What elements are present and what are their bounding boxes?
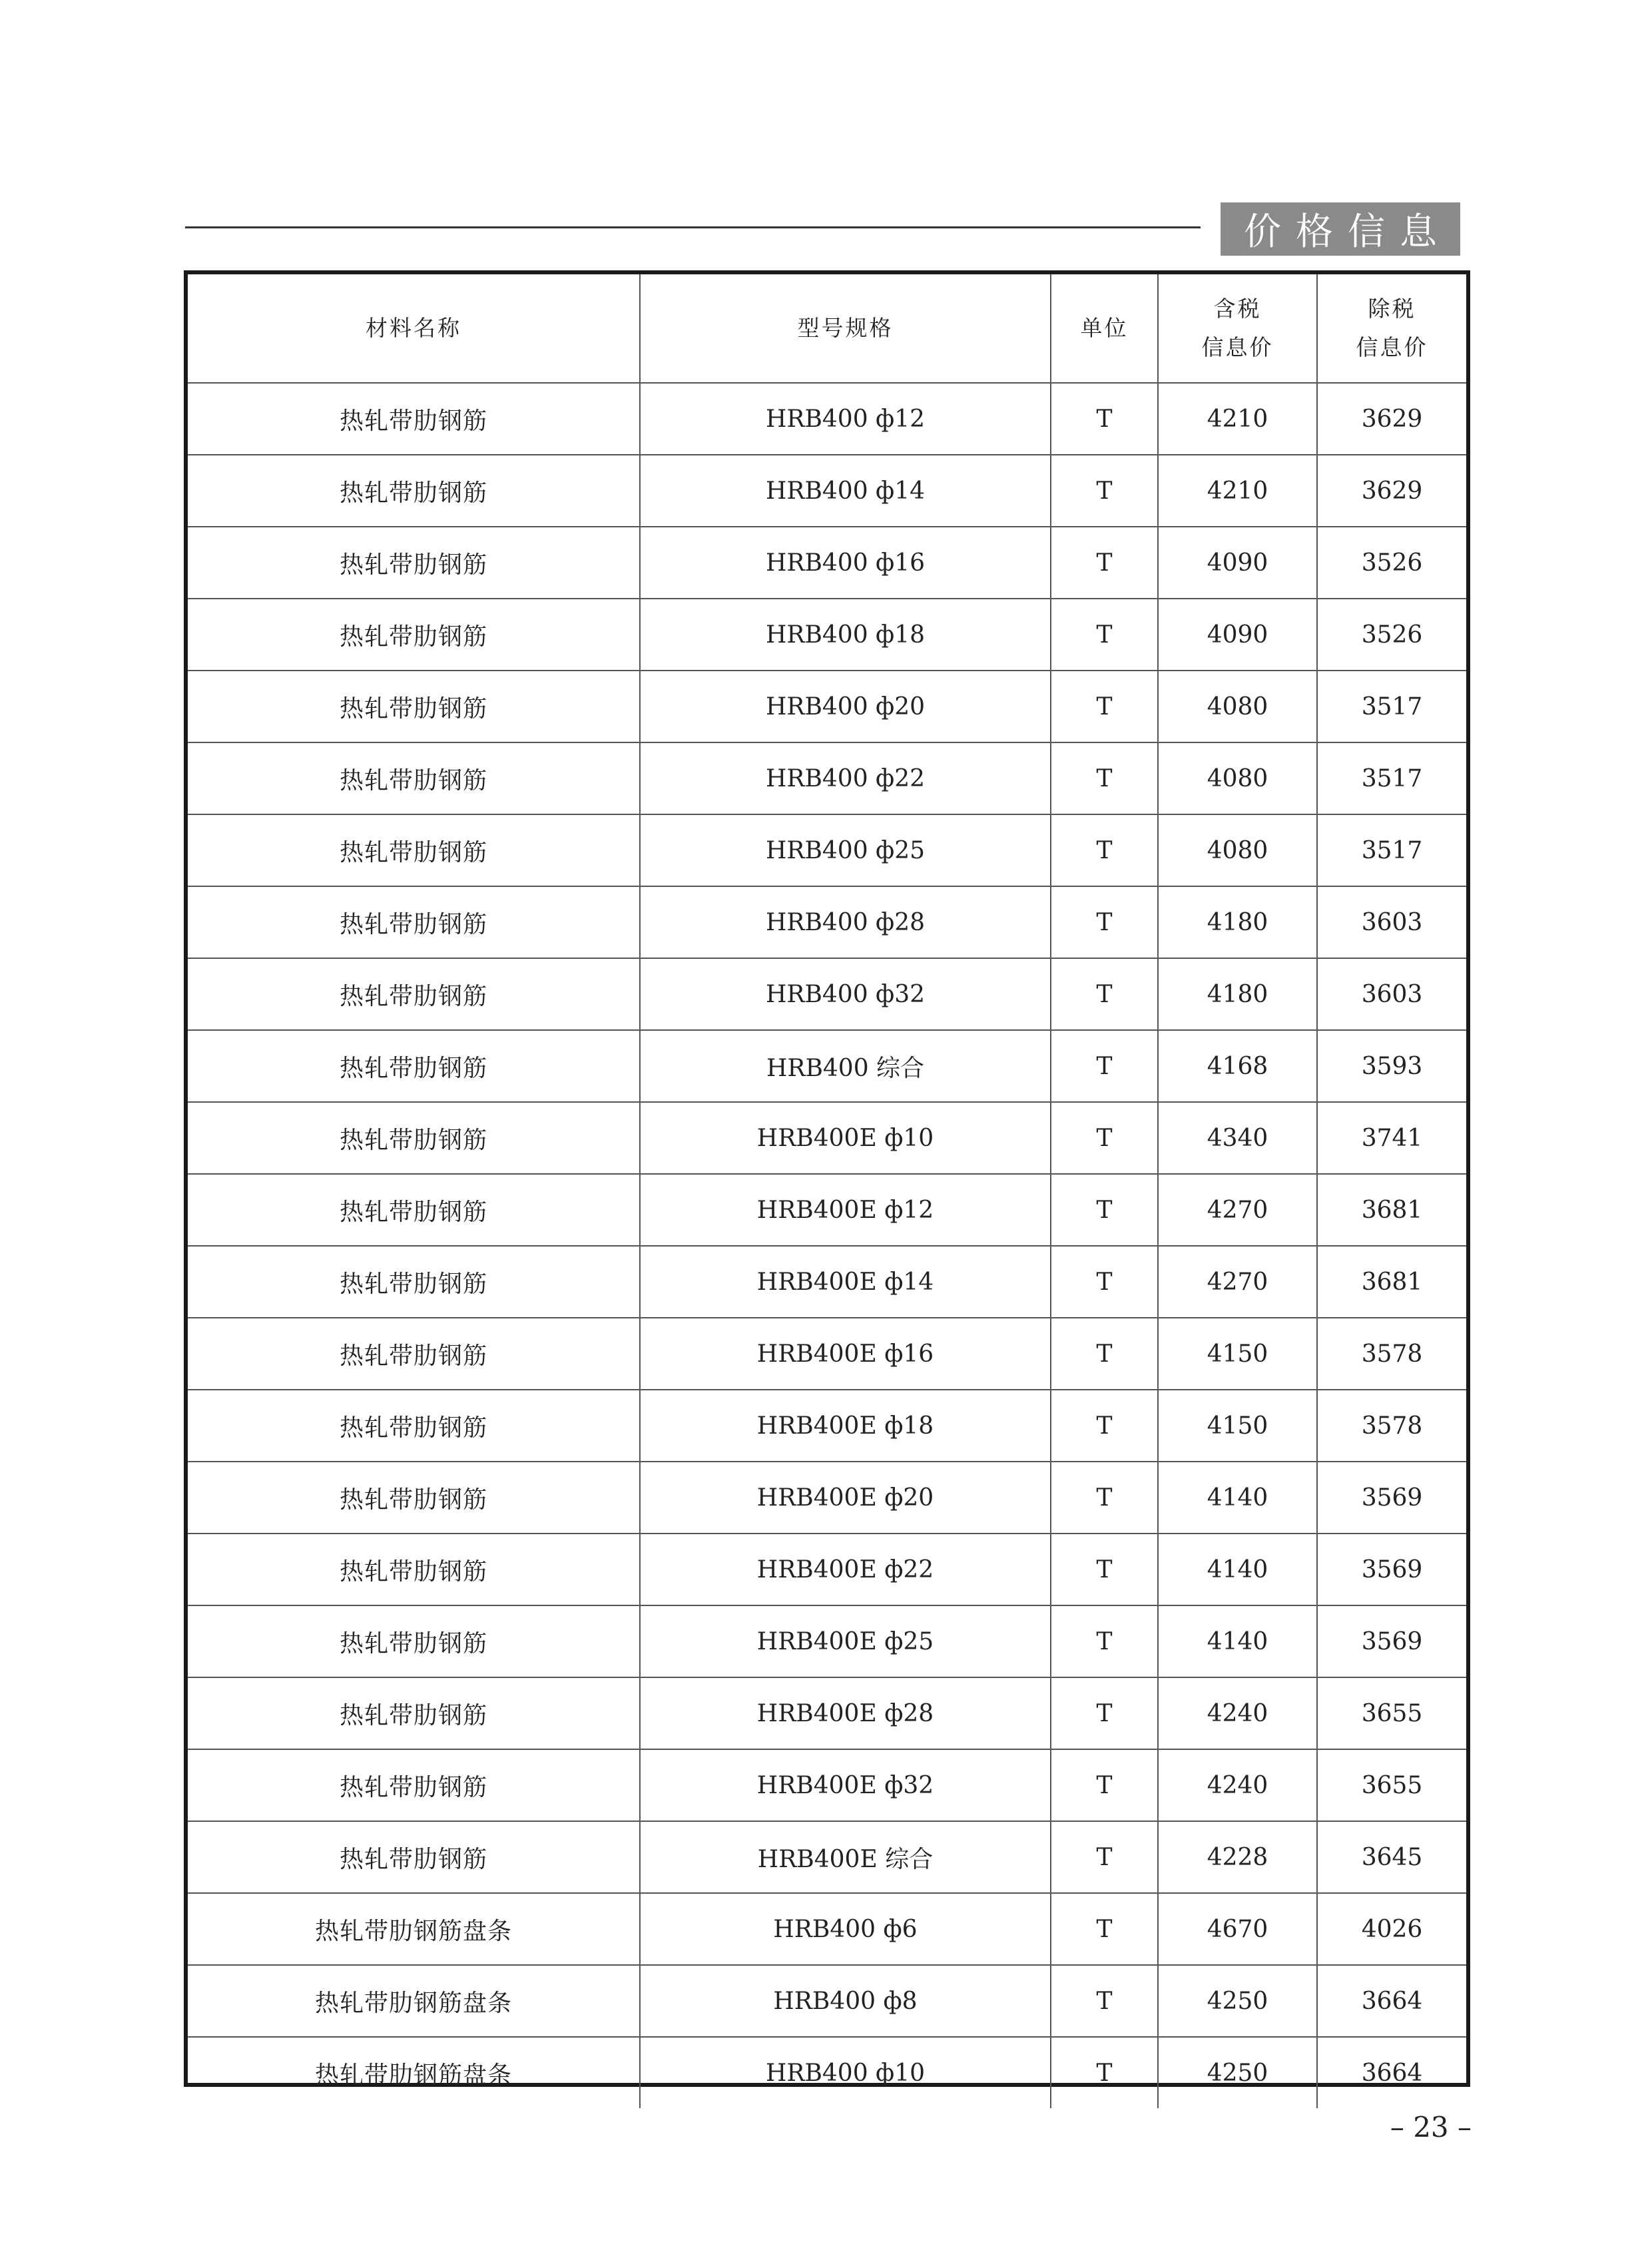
table-row [188, 1677, 1466, 1749]
cell-unit: T [1051, 383, 1158, 455]
cell-price-tax: 4180 [1158, 958, 1317, 1030]
col-header-name: 材料名称 [188, 274, 640, 383]
table-row [188, 1246, 1466, 1318]
section-title-badge: 价格信息 [1221, 202, 1460, 256]
table-row [188, 1893, 1466, 1965]
table-row [188, 1965, 1466, 2037]
cell-material-name: 热轧带肋钢筋 [188, 1821, 640, 1893]
cell-spec: HRB400 ф20 [640, 671, 1051, 742]
cell-unit: T [1051, 1605, 1158, 1677]
cell-price-notax: 3517 [1317, 671, 1466, 742]
cell-spec: HRB400E 综合 [640, 1821, 1051, 1893]
cell-unit: T [1051, 1821, 1158, 1893]
cell-spec: HRB400E ф10 [640, 1102, 1051, 1174]
cell-price-notax: 3526 [1317, 599, 1466, 671]
col-header-price-tax-line2: 信息价 [1201, 334, 1274, 360]
cell-material-name: 热轧带肋钢筋 [188, 1030, 640, 1102]
cell-unit: T [1051, 1749, 1158, 1821]
cell-price-notax: 3569 [1317, 1462, 1466, 1534]
table-row [188, 958, 1466, 1030]
cell-price-notax: 3569 [1317, 1534, 1466, 1605]
cell-material-name: 热轧带肋钢筋 [188, 527, 640, 599]
cell-price-tax: 4080 [1158, 814, 1317, 886]
cell-spec: HRB400E ф14 [640, 1246, 1051, 1318]
cell-material-name: 热轧带肋钢筋 [188, 599, 640, 671]
cell-unit: T [1051, 1534, 1158, 1605]
cell-spec: HRB400 综合 [640, 1030, 1051, 1102]
price-table [188, 274, 1466, 2108]
cell-unit: T [1051, 814, 1158, 886]
cell-material-name: 热轧带肋钢筋 [188, 1534, 640, 1605]
table-header-row [188, 274, 1466, 383]
table-row [188, 2037, 1466, 2108]
cell-price-tax: 4180 [1158, 886, 1317, 958]
cell-unit: T [1051, 1030, 1158, 1102]
table-row [188, 1534, 1466, 1605]
cell-price-tax: 4240 [1158, 1677, 1317, 1749]
cell-spec: HRB400 ф16 [640, 527, 1051, 599]
cell-price-tax: 4228 [1158, 1821, 1317, 1893]
cell-spec: HRB400 ф32 [640, 958, 1051, 1030]
cell-price-notax: 3603 [1317, 886, 1466, 958]
cell-spec: HRB400 ф25 [640, 814, 1051, 886]
cell-price-tax: 4210 [1158, 383, 1317, 455]
cell-price-tax: 4140 [1158, 1462, 1317, 1534]
cell-spec: HRB400E ф25 [640, 1605, 1051, 1677]
cell-price-tax: 4270 [1158, 1174, 1317, 1246]
cell-price-notax: 3526 [1317, 527, 1466, 599]
cell-spec: HRB400E ф18 [640, 1390, 1051, 1462]
cell-material-name: 热轧带肋钢筋 [188, 1102, 640, 1174]
cell-spec: HRB400 ф8 [640, 1965, 1051, 2037]
cell-material-name: 热轧带肋钢筋 [188, 383, 640, 455]
cell-price-notax: 3664 [1317, 2037, 1466, 2108]
cell-unit: T [1051, 742, 1158, 814]
cell-unit: T [1051, 1102, 1158, 1174]
cell-unit: T [1051, 1246, 1158, 1318]
cell-price-tax: 4150 [1158, 1318, 1317, 1390]
cell-price-notax: 3655 [1317, 1749, 1466, 1821]
table-row [188, 1605, 1466, 1677]
table-row [188, 1030, 1466, 1102]
cell-spec: HRB400 ф12 [640, 383, 1051, 455]
cell-unit: T [1051, 1174, 1158, 1246]
cell-price-notax: 3517 [1317, 814, 1466, 886]
col-header-price-tax [1158, 274, 1317, 383]
cell-material-name: 热轧带肋钢筋 [188, 742, 640, 814]
cell-price-tax: 4080 [1158, 671, 1317, 742]
cell-spec: HRB400 ф18 [640, 599, 1051, 671]
cell-price-tax: 4080 [1158, 742, 1317, 814]
cell-unit: T [1051, 1893, 1158, 1965]
table-row [188, 455, 1466, 527]
cell-material-name: 热轧带肋钢筋 [188, 1318, 640, 1390]
cell-price-notax: 3681 [1317, 1246, 1466, 1318]
cell-material-name: 热轧带肋钢筋盘条 [188, 2037, 640, 2108]
cell-price-tax: 4270 [1158, 1246, 1317, 1318]
cell-price-tax: 4250 [1158, 2037, 1317, 2108]
cell-price-tax: 4210 [1158, 455, 1317, 527]
cell-spec: HRB400E ф28 [640, 1677, 1051, 1749]
table-row [188, 1318, 1466, 1390]
cell-price-tax: 4670 [1158, 1893, 1317, 1965]
cell-unit: T [1051, 1462, 1158, 1534]
cell-material-name: 热轧带肋钢筋 [188, 1462, 640, 1534]
cell-price-tax: 4150 [1158, 1390, 1317, 1462]
cell-material-name: 热轧带肋钢筋 [188, 1677, 640, 1749]
table-row [188, 742, 1466, 814]
cell-material-name: 热轧带肋钢筋 [188, 1390, 640, 1462]
cell-price-notax: 4026 [1317, 1893, 1466, 1965]
cell-material-name: 热轧带肋钢筋 [188, 814, 640, 886]
table-body [188, 383, 1466, 2108]
table-row [188, 599, 1466, 671]
cell-material-name: 热轧带肋钢筋盘条 [188, 1893, 640, 1965]
cell-price-notax: 3578 [1317, 1318, 1466, 1390]
cell-material-name: 热轧带肋钢筋 [188, 1749, 640, 1821]
cell-price-tax: 4090 [1158, 527, 1317, 599]
cell-price-tax: 4140 [1158, 1534, 1317, 1605]
table-row [188, 1174, 1466, 1246]
cell-price-notax: 3681 [1317, 1174, 1466, 1246]
cell-price-tax: 4250 [1158, 1965, 1317, 2037]
cell-price-notax: 3629 [1317, 383, 1466, 455]
cell-price-tax: 4140 [1158, 1605, 1317, 1677]
cell-spec: HRB400 ф10 [640, 2037, 1051, 2108]
cell-price-notax: 3517 [1317, 742, 1466, 814]
cell-unit: T [1051, 1965, 1158, 2037]
col-header-price-notax-line2: 信息价 [1356, 334, 1428, 360]
cell-unit: T [1051, 886, 1158, 958]
cell-price-tax: 4340 [1158, 1102, 1317, 1174]
table-row [188, 1102, 1466, 1174]
col-header-price-notax-line1: 除税 [1368, 296, 1416, 322]
cell-spec: HRB400E ф32 [640, 1749, 1051, 1821]
cell-price-tax: 4240 [1158, 1749, 1317, 1821]
cell-spec: HRB400 ф6 [640, 1893, 1051, 1965]
cell-material-name: 热轧带肋钢筋 [188, 886, 640, 958]
table-row [188, 527, 1466, 599]
cell-unit: T [1051, 2037, 1158, 2108]
cell-unit: T [1051, 599, 1158, 671]
cell-unit: T [1051, 455, 1158, 527]
col-header-price-tax-line1: 含税 [1213, 296, 1262, 322]
cell-spec: HRB400 ф14 [640, 455, 1051, 527]
cell-spec: HRB400E ф20 [640, 1462, 1051, 1534]
cell-unit: T [1051, 1677, 1158, 1749]
cell-material-name: 热轧带肋钢筋 [188, 958, 640, 1030]
cell-price-notax: 3741 [1317, 1102, 1466, 1174]
cell-price-notax: 3645 [1317, 1821, 1466, 1893]
cell-price-notax: 3655 [1317, 1677, 1466, 1749]
cell-price-notax: 3593 [1317, 1030, 1466, 1102]
cell-spec: HRB400 ф28 [640, 886, 1051, 958]
cell-price-tax: 4168 [1158, 1030, 1317, 1102]
cell-material-name: 热轧带肋钢筋 [188, 1246, 640, 1318]
col-header-unit: 单位 [1051, 274, 1158, 383]
col-header-price-notax [1317, 274, 1466, 383]
cell-spec: HRB400 ф22 [640, 742, 1051, 814]
table-row [188, 1749, 1466, 1821]
cell-price-notax: 3603 [1317, 958, 1466, 1030]
cell-price-notax: 3569 [1317, 1605, 1466, 1677]
header-rule [185, 226, 1201, 228]
table-row [188, 1462, 1466, 1534]
table-row [188, 1390, 1466, 1462]
table-row [188, 886, 1466, 958]
price-table-frame [184, 270, 1470, 2087]
cell-material-name: 热轧带肋钢筋 [188, 1605, 640, 1677]
cell-price-notax: 3664 [1317, 1965, 1466, 2037]
cell-price-tax: 4090 [1158, 599, 1317, 671]
cell-material-name: 热轧带肋钢筋 [188, 671, 640, 742]
cell-unit: T [1051, 671, 1158, 742]
cell-spec: HRB400E ф12 [640, 1174, 1051, 1246]
cell-material-name: 热轧带肋钢筋 [188, 1174, 640, 1246]
cell-spec: HRB400E ф22 [640, 1534, 1051, 1605]
table-row [188, 671, 1466, 742]
cell-price-notax: 3629 [1317, 455, 1466, 527]
page-number: – 23 – [1390, 2111, 1472, 2143]
cell-price-notax: 3578 [1317, 1390, 1466, 1462]
table-row [188, 383, 1466, 455]
cell-unit: T [1051, 527, 1158, 599]
cell-spec: HRB400E ф16 [640, 1318, 1051, 1390]
cell-unit: T [1051, 1318, 1158, 1390]
cell-material-name: 热轧带肋钢筋盘条 [188, 1965, 640, 2037]
table-row [188, 1821, 1466, 1893]
col-header-spec: 型号规格 [640, 274, 1051, 383]
cell-unit: T [1051, 1390, 1158, 1462]
cell-material-name: 热轧带肋钢筋 [188, 455, 640, 527]
cell-unit: T [1051, 958, 1158, 1030]
table-row [188, 814, 1466, 886]
